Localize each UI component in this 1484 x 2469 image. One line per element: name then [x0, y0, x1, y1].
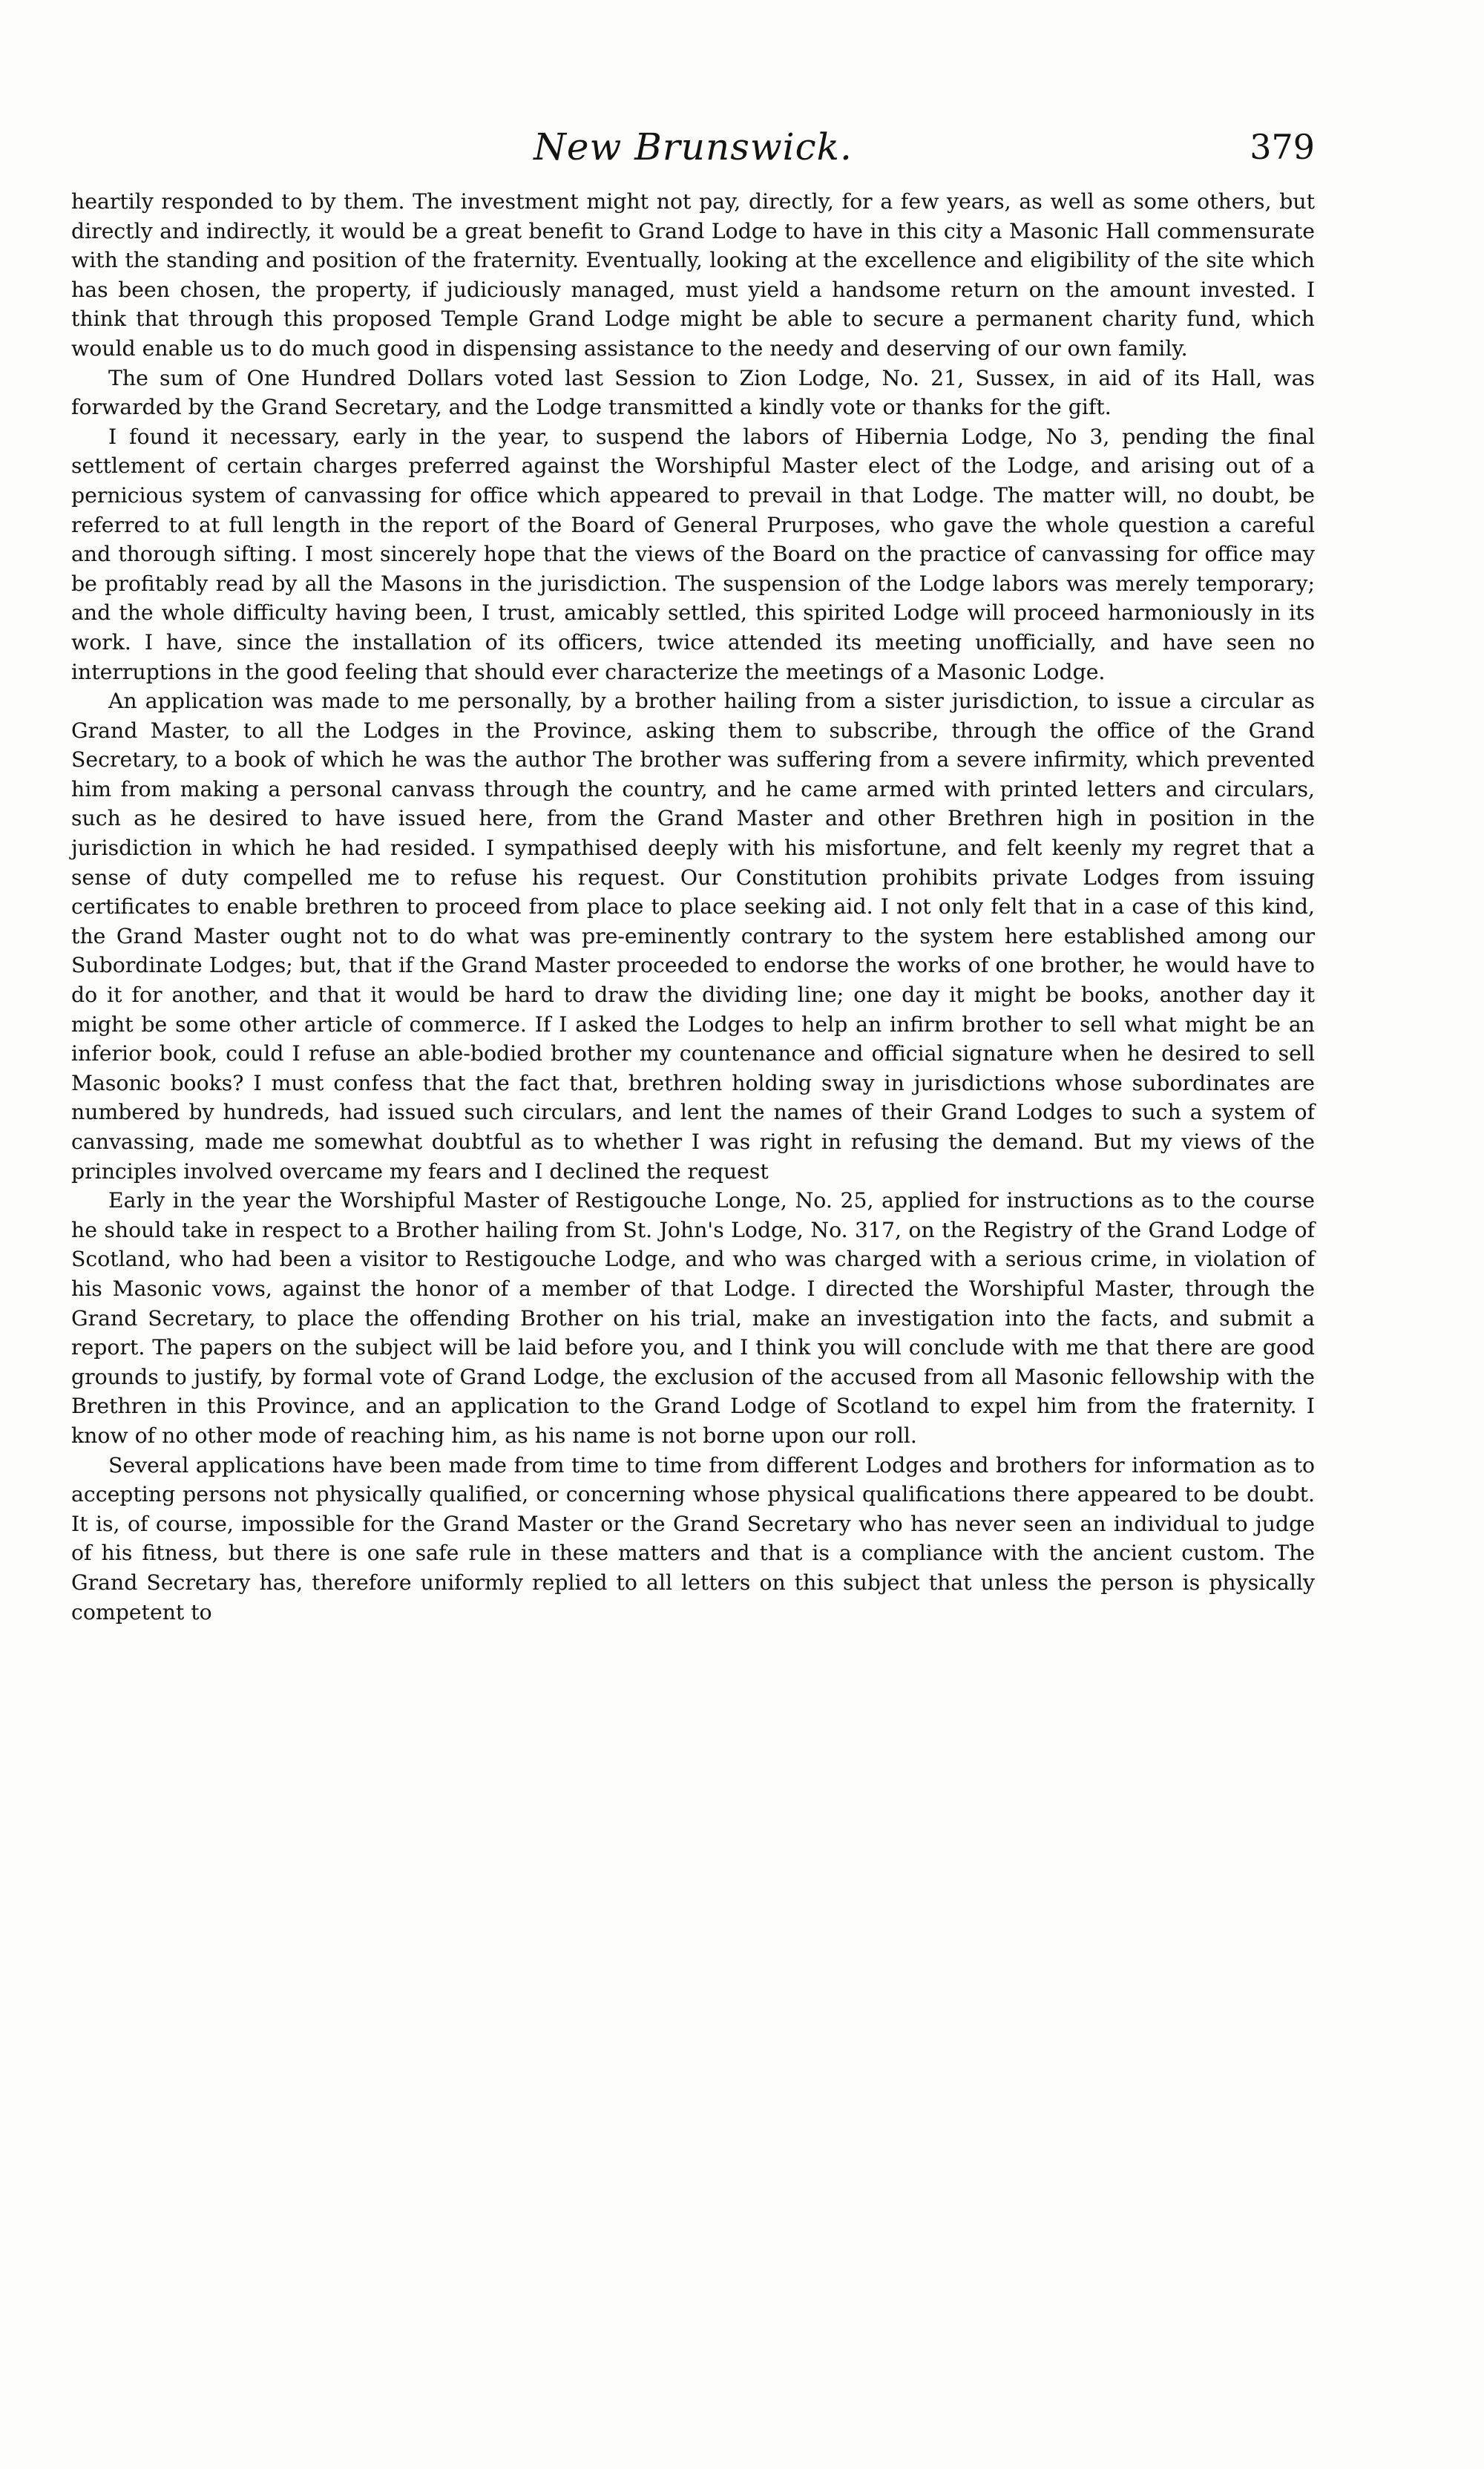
paragraph-hibernia-lodge: I found it necessary, early in the year, to suspend the labors of Hibernia Lodge, No 3, pending the final settlement of certain charges preferred against the Worshipful Master elect of the Lodge, and arising out of a pernicious system of canvassing for office which appeared to prevail in that Lodge. The matter will, no doubt, be referred to at full length in the report of the Board of General Prurposes, who gave the whole question a careful and thorough sifting. I most sincerely hope that the views of the Board on the practice of canvassing for office may be profitably read by all the Masons in the jurisdiction. The suspension of the Lodge labors was merely temporary; and the whole difficulty having been, I trust, amicably settled, this spirited Lodge will proceed harmoniously in its work. I have, since the installation of its officers, twice attended its meeting unofficially, and have seen no interruptions in the good feeling that should ever characterize the meetings of a Masonic Lodge. — [71, 424, 1315, 684]
paragraph-zion-lodge: The sum of One Hundred Dollars voted last Session to Zion Lodge, No. 21, Sussex, in aid of its Hall, was forwarded by the Grand Secretary, and the Lodge transmitted a kindly vote or thanks for the gift. — [71, 365, 1315, 420]
page-header — [71, 125, 1315, 177]
paragraph-physical-qualifications: Several applications have been made from time to time from different Lodges and brothers for information as to accepting persons not physically qualified, or concerning whose physical qualifications there appeared to be doubt. It is, of course, impossible for the Grand Master or the Grand Secretary who has never seen an individual to judge of his fitness, but there is one safe rule in these matters and that is a compliance with the ancient custom. The Grand Secretary has, therefore uniformly replied to all letters on this subject that unless the person is physically competent to — [71, 1452, 1315, 1624]
paragraph-restigouche-lodge: Early in the year the Worshipful Master of Restigouche Longe, No. 25, applied for instructions as to the course he should take in respect to a Brother hailing from St. John's Lodge, No. 317, on the Registry of the Grand Lodge of Scotland, who had been a visitor to Restigouche Lodge, and who was charged with a serious crime, in violation of his Masonic vows, against the honor of a member of that Lodge. I directed the Worshipful Master, through the Grand Secretary, to place the offending Brother on his trial, make an investigation into the facts, and submit a report. The papers on the subject will be laid before you, and I think you will conclude with me that there are good grounds to justify, by formal vote of Grand Lodge, the exclusion of the accused from all Masonic fellowship with the Brethren in this Province, and an application to the Grand Lodge of Scotland to expel him from the fraternity. I know of no other mode of reaching him, as his name is not borne upon our roll. — [71, 1188, 1315, 1448]
paragraph-continued: heartily responded to by them. The investment might not pay, directly, for a few years, as well as some others, but directly and indirectly, it would be a great benefit to Grand Lodge to have in this city a Masonic Hall commensurate with the standing and position of the fraternity. Eventually, looking at the excellence and eligibility of the site which has been chosen, the property, if judiciously managed, must yield a handsome return on the amount invested. I think that through this proposed Temple Grand Lodge might be able to secure a permanent charity fund, which would enable us to do much good in dispensing assistance to the needy and deserving of our own family. — [71, 189, 1315, 361]
body-text — [71, 187, 1315, 1627]
page-number: 379 — [1250, 127, 1315, 167]
paragraph-book-circular: An application was made to me personally, by a brother hailing from a sister jurisdiction, to issue a circular as Grand Master, to all the Lodges in the Province, asking them to subscribe, through the office of the Grand Secretary, to a book of which he was the author The brother was suffering from a severe infirmity, which prevented him from making a personal canvass through the country, and he came armed with printed letters and circulars, such as he desired to have issued here, from the Grand Master and other Brethren high in position in the jurisdiction in which he had resided. I sympathised deeply with his misfortune, and felt keenly my regret that a sense of duty compelled me to refuse his request. Our Constitution prohibits private Lodges from issuing certificates to enable brethren to proceed from place to place seeking aid. I not only felt that in a case of this kind, the Grand Master ought not to do what was pre-eminently contrary to the system here established among our Subordinate Lodges; but, that if the Grand Master proceeded to endorse the works of one brother, he would have to do it for another, and that it would be hard to draw the dividing line; one day it might be books, another day it might be some other article of commerce. If I asked the Lodges to help an infirm brother to sell what might be an inferior book, could I refuse an able-bodied brother my countenance and official signature when he desired to sell Masonic books? I must confess that the fact that, brethren holding sway in jurisdictions whose subordinates are numbered by hundreds, had issued such circulars, and lent the names of their Grand Lodges to such a system of canvassing, made me somewhat doubtful as to whether I was right in refusing the demand. But my views of the principles involved overcame my fears and I declined the request — [71, 689, 1315, 1184]
running-title: New Brunswick. — [533, 125, 853, 168]
